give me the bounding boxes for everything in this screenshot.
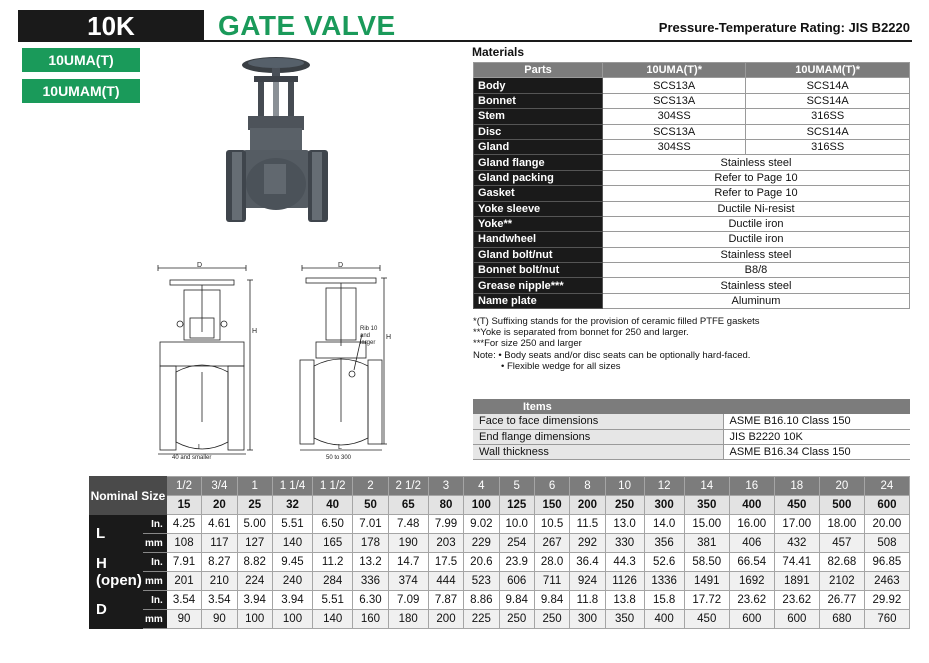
- dim-value-in: 58.50: [684, 553, 729, 572]
- rating-label: Pressure-Temperature Rating: JIS B2220: [658, 20, 910, 35]
- materials-part: Gland flange: [474, 155, 603, 170]
- dim-value-in: 7.01: [353, 515, 388, 534]
- drawing-left-l: L: [198, 444, 202, 451]
- unit-mm: mm: [142, 534, 166, 553]
- size-in: 2 1/2: [388, 477, 428, 496]
- dim-value-in: 23.9: [499, 553, 534, 572]
- materials-value: Stainless steel: [603, 247, 910, 262]
- size-mm: 15: [166, 496, 201, 515]
- dim-value-in: 20.00: [864, 515, 909, 534]
- items-value: ASME B16.10 Class 150: [723, 414, 910, 429]
- dim-value-in: 7.09: [388, 591, 428, 610]
- dim-value-mm: 210: [202, 572, 237, 591]
- size-in: 5: [499, 477, 534, 496]
- dim-value-mm: 240: [272, 572, 312, 591]
- dim-value-mm: 680: [819, 610, 864, 629]
- items-label: Wall thickness: [473, 444, 723, 459]
- dim-value-in: 36.4: [570, 553, 605, 572]
- dim-value-mm: 160: [353, 610, 388, 629]
- size-row-mm: [90, 496, 910, 515]
- dim-label: H (open): [90, 553, 143, 591]
- size-in: 24: [864, 477, 909, 496]
- dim-value-mm: 600: [729, 610, 774, 629]
- dim-value-mm: 606: [499, 572, 534, 591]
- dim-value-mm: 1126: [605, 572, 644, 591]
- dim-value-in: 11.5: [570, 515, 605, 534]
- dim-value-mm: 600: [774, 610, 819, 629]
- size-mm: 40: [313, 496, 353, 515]
- dim-value-mm: 90: [166, 610, 201, 629]
- dim-value-in: 20.6: [464, 553, 499, 572]
- size-mm: 450: [774, 496, 819, 515]
- size-in: 20: [819, 477, 864, 496]
- materials-part: Bonnet bolt/nut: [474, 263, 603, 278]
- dim-value-mm: 108: [166, 534, 201, 553]
- size-mm: 150: [534, 496, 569, 515]
- dim-value-in: 3.54: [202, 591, 237, 610]
- dim-value-mm: 180: [388, 610, 428, 629]
- dim-value-in: 8.82: [237, 553, 272, 572]
- dim-value-mm: 2102: [819, 572, 864, 591]
- size-mm: 65: [388, 496, 428, 515]
- dim-value-in: 7.87: [428, 591, 463, 610]
- materials-part: Gasket: [474, 186, 603, 201]
- materials-part: Bonnet: [474, 93, 603, 108]
- materials-header-10uma: 10UMA(T)*: [603, 63, 746, 78]
- size-in: 12: [644, 477, 684, 496]
- dim-value-mm: 432: [774, 534, 819, 553]
- dim-value-mm: 450: [684, 610, 729, 629]
- dim-row-in: [90, 553, 910, 572]
- items-row: [473, 414, 910, 429]
- dim-value-mm: 356: [644, 534, 684, 553]
- class-label: 10K: [18, 10, 204, 42]
- size-mm: 500: [819, 496, 864, 515]
- dim-value-mm: 140: [272, 534, 312, 553]
- dim-value-mm: 200: [428, 610, 463, 629]
- dim-value-mm: 225: [464, 610, 499, 629]
- materials-part: Stem: [474, 109, 603, 124]
- dim-value-in: 74.41: [774, 553, 819, 572]
- drawing-left-caption: 40 and smaller: [172, 455, 212, 461]
- dim-value-in: 9.02: [464, 515, 499, 534]
- drawing-right-h: H: [386, 334, 392, 341]
- dim-value-in: 13.8: [605, 591, 644, 610]
- dim-value-mm: 508: [864, 534, 909, 553]
- dim-value-mm: 760: [864, 610, 909, 629]
- materials-row: [474, 247, 910, 262]
- dim-value-in: 23.62: [729, 591, 774, 610]
- model-tab-10uma[interactable]: 10UMA(T): [22, 48, 140, 72]
- dim-row-mm: [90, 534, 910, 553]
- dim-value-in: 23.62: [774, 591, 819, 610]
- dim-value-mm: 284: [313, 572, 353, 591]
- note-line: Note: • Body seats and/or disc seats can be optionally hard-faced.: [473, 349, 751, 361]
- materials-title: Materials: [472, 45, 525, 59]
- dim-value-in: 10.0: [499, 515, 534, 534]
- dim-value-mm: 203: [428, 534, 463, 553]
- dim-value-mm: 100: [272, 610, 312, 629]
- size-mm: 200: [570, 496, 605, 515]
- dim-value-mm: 201: [166, 572, 201, 591]
- materials-value: SCS14A: [746, 124, 910, 139]
- page-header: [18, 8, 912, 42]
- dim-value-in: 15.00: [684, 515, 729, 534]
- dim-value-mm: 457: [819, 534, 864, 553]
- size-mm: 50: [353, 496, 388, 515]
- materials-row: [474, 78, 910, 93]
- size-in: 10: [605, 477, 644, 496]
- dim-value-mm: 523: [464, 572, 499, 591]
- size-mm: 300: [644, 496, 684, 515]
- materials-row: [474, 293, 910, 308]
- dim-value-mm: 178: [353, 534, 388, 553]
- dim-value-in: 9.84: [499, 591, 534, 610]
- dim-value-in: 13.0: [605, 515, 644, 534]
- items-label: End flange dimensions: [473, 429, 723, 444]
- materials-row: [474, 139, 910, 154]
- dim-value-in: 9.45: [272, 553, 312, 572]
- materials-value: 316SS: [746, 109, 910, 124]
- size-mm: 100: [464, 496, 499, 515]
- unit-mm: mm: [142, 572, 166, 591]
- materials-notes: [473, 316, 760, 372]
- materials-value: Stainless steel: [603, 278, 910, 293]
- dim-value-in: 11.8: [570, 591, 605, 610]
- items-row: [473, 429, 910, 444]
- size-in: 4: [464, 477, 499, 496]
- dim-value-mm: 374: [388, 572, 428, 591]
- dim-value-in: 16.00: [729, 515, 774, 534]
- dim-row-in: [90, 515, 910, 534]
- valve-drawing-large: [296, 262, 406, 462]
- materials-value: SCS14A: [746, 93, 910, 108]
- items-label: Face to face dimensions: [473, 414, 723, 429]
- materials-part: Disc: [474, 124, 603, 139]
- size-mm: 600: [864, 496, 909, 515]
- size-row-in: [90, 477, 910, 496]
- dim-value-in: 66.54: [729, 553, 774, 572]
- size-mm: 250: [605, 496, 644, 515]
- size-mm: 20: [202, 496, 237, 515]
- items-table: [473, 399, 910, 460]
- dim-value-in: 26.77: [819, 591, 864, 610]
- dim-value-in: 3.54: [166, 591, 201, 610]
- materials-row: [474, 124, 910, 139]
- materials-part: Gland bolt/nut: [474, 247, 603, 262]
- dimensions-table: [89, 476, 910, 629]
- size-in: 3/4: [202, 477, 237, 496]
- dim-value-in: 15.8: [644, 591, 684, 610]
- dim-value-in: 6.30: [353, 591, 388, 610]
- materials-value: Ductile iron: [603, 216, 910, 231]
- dim-value-mm: 100: [237, 610, 272, 629]
- dim-label: L: [90, 515, 143, 553]
- size-in: 1: [237, 477, 272, 496]
- materials-row: [474, 201, 910, 216]
- dim-value-in: 52.6: [644, 553, 684, 572]
- dim-value-in: 5.51: [272, 515, 312, 534]
- dim-value-mm: 336: [353, 572, 388, 591]
- materials-row: [474, 278, 910, 293]
- dim-value-in: 4.25: [166, 515, 201, 534]
- dim-value-in: 11.2: [313, 553, 353, 572]
- materials-value: Refer to Page 10: [603, 186, 910, 201]
- nominal-size-label: Nominal Size: [90, 477, 167, 515]
- dim-value-in: 17.5: [428, 553, 463, 572]
- dim-value-mm: 1891: [774, 572, 819, 591]
- dim-value-mm: 254: [499, 534, 534, 553]
- dim-value-in: 17.72: [684, 591, 729, 610]
- dim-value-mm: 267: [534, 534, 569, 553]
- size-in: 1 1/2: [313, 477, 353, 496]
- unit-in: In.: [142, 515, 166, 534]
- materials-value: SCS13A: [603, 93, 746, 108]
- dim-value-in: 4.61: [202, 515, 237, 534]
- dim-value-in: 3.94: [237, 591, 272, 610]
- page-title: GATE VALVE: [218, 10, 396, 41]
- materials-table: [473, 62, 910, 309]
- size-in: 3: [428, 477, 463, 496]
- materials-part: Gland packing: [474, 170, 603, 185]
- drawing-left-d: D: [197, 262, 203, 269]
- dim-value-mm: 117: [202, 534, 237, 553]
- materials-part: Body: [474, 78, 603, 93]
- drawing-right-rib-note: Rib 10 and larger: [360, 326, 378, 346]
- dim-value-in: 5.51: [313, 591, 353, 610]
- materials-value: Refer to Page 10: [603, 170, 910, 185]
- dim-value-in: 5.00: [237, 515, 272, 534]
- dim-value-mm: 350: [605, 610, 644, 629]
- dim-value-in: 13.2: [353, 553, 388, 572]
- dim-value-in: 44.3: [605, 553, 644, 572]
- materials-row: [474, 155, 910, 170]
- dim-value-mm: 330: [605, 534, 644, 553]
- drawing-right-l: L: [338, 444, 342, 451]
- materials-row: [474, 170, 910, 185]
- dim-value-mm: 924: [570, 572, 605, 591]
- dim-value-mm: 250: [499, 610, 534, 629]
- materials-value: SCS13A: [603, 124, 746, 139]
- dim-value-mm: 90: [202, 610, 237, 629]
- dim-value-mm: 229: [464, 534, 499, 553]
- dim-row-in: [90, 591, 910, 610]
- dim-value-in: 9.84: [534, 591, 569, 610]
- dim-label: D: [90, 591, 143, 629]
- dim-value-mm: 250: [534, 610, 569, 629]
- materials-value: SCS13A: [603, 78, 746, 93]
- dim-value-mm: 711: [534, 572, 569, 591]
- dim-value-in: 29.92: [864, 591, 909, 610]
- dim-value-mm: 1336: [644, 572, 684, 591]
- materials-part: Yoke**: [474, 216, 603, 231]
- materials-row: [474, 93, 910, 108]
- materials-value: Ductile iron: [603, 232, 910, 247]
- dim-row-mm: [90, 610, 910, 629]
- dim-value-in: 18.00: [819, 515, 864, 534]
- materials-row: [474, 109, 910, 124]
- dim-value-mm: 224: [237, 572, 272, 591]
- unit-in: In.: [142, 553, 166, 572]
- size-mm: 125: [499, 496, 534, 515]
- items-value: ASME B16.34 Class 150: [723, 444, 910, 459]
- materials-part: Yoke sleeve: [474, 201, 603, 216]
- note-line: • Flexible wedge for all sizes: [501, 360, 621, 372]
- drawing-right-d: D: [338, 262, 344, 269]
- size-mm: 350: [684, 496, 729, 515]
- dim-value-mm: 2463: [864, 572, 909, 591]
- dim-value-mm: 400: [644, 610, 684, 629]
- items-header: Items: [473, 399, 910, 414]
- dim-value-in: 7.91: [166, 553, 201, 572]
- dim-value-mm: 127: [237, 534, 272, 553]
- size-mm: 32: [272, 496, 312, 515]
- size-in: 18: [774, 477, 819, 496]
- size-in: 6: [534, 477, 569, 496]
- size-in: 16: [729, 477, 774, 496]
- materials-value: 304SS: [603, 139, 746, 154]
- dim-value-in: 8.86: [464, 591, 499, 610]
- dim-value-mm: 381: [684, 534, 729, 553]
- size-in: 2: [353, 477, 388, 496]
- dim-value-in: 14.0: [644, 515, 684, 534]
- materials-value: 304SS: [603, 109, 746, 124]
- unit-in: In.: [142, 591, 166, 610]
- size-mm: 25: [237, 496, 272, 515]
- dim-value-mm: 292: [570, 534, 605, 553]
- materials-row: [474, 186, 910, 201]
- items-value: JIS B2220 10K: [723, 429, 910, 444]
- valve-photo: [226, 52, 338, 228]
- materials-part: Name plate: [474, 293, 603, 308]
- dim-value-mm: 406: [729, 534, 774, 553]
- materials-row: [474, 216, 910, 231]
- drawing-right-caption: 50 to 300: [326, 455, 352, 461]
- dim-value-in: 28.0: [534, 553, 569, 572]
- note-line: *(T) Suffixing stands for the provision of ceramic filled PTFE gaskets: [473, 316, 760, 327]
- materials-part: Handwheel: [474, 232, 603, 247]
- size-in: 1/2: [166, 477, 201, 496]
- materials-row: [474, 263, 910, 278]
- valve-drawing-small: [150, 262, 260, 462]
- materials-value: Stainless steel: [603, 155, 910, 170]
- dim-value-mm: 300: [570, 610, 605, 629]
- dim-value-mm: 444: [428, 572, 463, 591]
- dim-value-in: 8.27: [202, 553, 237, 572]
- dim-value-mm: 165: [313, 534, 353, 553]
- materials-header-parts: Parts: [474, 63, 603, 78]
- dim-value-in: 10.5: [534, 515, 569, 534]
- dim-value-in: 6.50: [313, 515, 353, 534]
- dim-value-in: 7.48: [388, 515, 428, 534]
- dim-value-in: 3.94: [272, 591, 312, 610]
- size-in: 14: [684, 477, 729, 496]
- materials-row: [474, 232, 910, 247]
- unit-mm: mm: [142, 610, 166, 629]
- materials-part: Gland: [474, 139, 603, 154]
- dim-value-mm: 190: [388, 534, 428, 553]
- materials-value: Ductile Ni-resist: [603, 201, 910, 216]
- dim-value-mm: 140: [313, 610, 353, 629]
- dim-value-in: 17.00: [774, 515, 819, 534]
- note-line: ***For size 250 and larger: [473, 338, 582, 350]
- model-tab-10umam[interactable]: 10UMAM(T): [22, 79, 140, 103]
- dim-value-in: 14.7: [388, 553, 428, 572]
- dim-value-mm: 1692: [729, 572, 774, 591]
- items-row: [473, 444, 910, 459]
- materials-part: Grease nipple***: [474, 278, 603, 293]
- materials-value: B8/8: [603, 263, 910, 278]
- size-in: 1 1/4: [272, 477, 312, 496]
- note-line: **Yoke is separated from bonnet for 250 and larger.: [473, 327, 689, 339]
- drawing-left-h: H: [252, 328, 258, 335]
- dim-value-mm: 1491: [684, 572, 729, 591]
- dim-value-in: 82.68: [819, 553, 864, 572]
- size-mm: 400: [729, 496, 774, 515]
- size-mm: 80: [428, 496, 463, 515]
- size-in: 8: [570, 477, 605, 496]
- materials-header-10umam: 10UMAM(T)*: [746, 63, 910, 78]
- materials-value: Aluminum: [603, 293, 910, 308]
- dim-row-mm: [90, 572, 910, 591]
- materials-value: 316SS: [746, 139, 910, 154]
- materials-value: SCS14A: [746, 78, 910, 93]
- dim-value-in: 7.99: [428, 515, 463, 534]
- dim-value-in: 96.85: [864, 553, 909, 572]
